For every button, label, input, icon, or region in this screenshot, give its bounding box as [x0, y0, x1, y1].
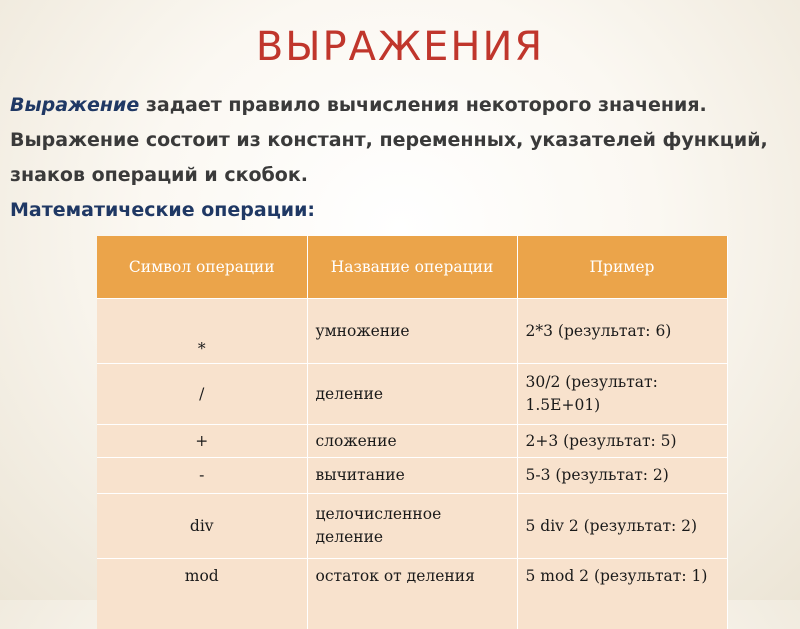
table-row: [97, 299, 727, 364]
cell-symbol: *: [97, 299, 307, 364]
cell-symbol: -: [97, 458, 307, 494]
cell-symbol: +: [97, 425, 307, 458]
cell-name: остаток от деления: [307, 559, 517, 629]
table-row: [97, 458, 727, 494]
cell-symbol: /: [97, 364, 307, 425]
cell-symbol: mod: [97, 559, 307, 629]
cell-name: целочисленное деление: [307, 494, 517, 559]
intro-text: задает правило вычисления некоторого значения. Выражение состоит из констант, переменных, указателей функций, знаков операций и скобок.: [10, 94, 768, 186]
intro-paragraph: [10, 88, 790, 228]
cell-example: 5-3 (результат: 2): [517, 458, 727, 494]
cell-name: вычитание: [307, 458, 517, 494]
table-row: [97, 364, 727, 425]
table-row: [97, 494, 727, 559]
header-example: Пример: [517, 236, 727, 299]
cell-name: сложение: [307, 425, 517, 458]
table-row: [97, 425, 727, 458]
cell-symbol: div: [97, 494, 307, 559]
operations-table: [97, 236, 728, 629]
cell-example: 2+3 (результат: 5): [517, 425, 727, 458]
slide-title: ВЫРАЖЕНИЯ: [0, 24, 800, 70]
header-symbol: Символ операции: [97, 236, 307, 299]
intro-term: Выражение: [10, 94, 139, 116]
cell-example: 5 mod 2 (результат: 1): [517, 559, 727, 629]
cell-example: 30/2 (результат: 1.5E+01): [517, 364, 727, 425]
table-header-row: [97, 236, 727, 299]
cell-name: деление: [307, 364, 517, 425]
table-row: [97, 559, 727, 629]
header-name: Название операции: [307, 236, 517, 299]
cell-example: 2*3 (результат: 6): [517, 299, 727, 364]
cell-example: 5 div 2 (результат: 2): [517, 494, 727, 559]
cell-name: умножение: [307, 299, 517, 364]
operations-heading: Математические операции:: [10, 193, 790, 228]
